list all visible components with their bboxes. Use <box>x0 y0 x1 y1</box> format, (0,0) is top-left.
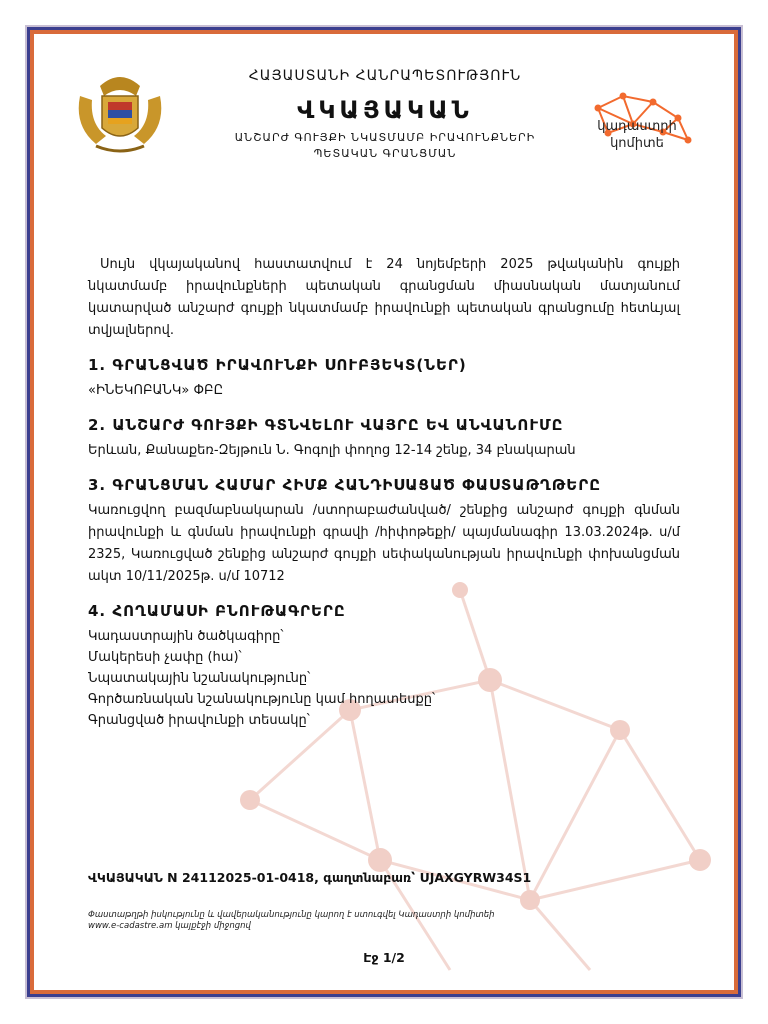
section-4-heading: 4. ՀՈՂԱՄԱՍԻ ԲՆՈՒԹԱԳՐԵՐԸ <box>88 602 346 620</box>
section-3-text: Կառուցվող բազմաբնակարան /ստորաբաժանված/ շենքից անշարժ գույքի գնման իրավունքի և գնման իրավունքի գրավի /հիփոթեքի/ պայմանագիր 13.03.2024թ. ս/մ 2325, Կառուցված շենքից անշարժ գույքի սեփականության իրավունքի փոխանցման ակտ 10/11/2025թ. ս/մ 10712 <box>88 503 680 584</box>
verification-note-line-1: Փաստաթղթի իսկությունը և վավերականությունը կարող է ստուգվել Կադաստրի կոմիտեի <box>88 910 495 920</box>
subtitle-line-2: ՊԵՏԱԿԱՆ ԳՐԱՆՑՄԱՆ <box>313 147 457 160</box>
verification-note-line-2: www.e-cadastre.am կայքէջի միջոցով <box>88 921 251 931</box>
document-body <box>88 254 680 731</box>
logo-text-line-2: կոմիտե <box>610 136 664 151</box>
land-purpose-label: Նպատակային նշանակությունը՝ <box>88 671 311 686</box>
section-1-heading: 1. ԳՐԱՆՑՎԱԾ ԻՐԱՎՈՒՆՔԻ ՍՈՒԲՅԵԿՏ(ՆԵՐ) <box>88 356 467 374</box>
document-subtitle <box>200 130 570 162</box>
page-number: Էջ 1/2 <box>363 950 405 965</box>
logo-text <box>572 118 702 152</box>
land-area-label: Մակերեսի չափը (հա)՝ <box>88 650 242 665</box>
certificate-number: ՎԿԱՅԱԿԱՆ N 24112025-01-0418, գաղտնաբառ՝ UJAXGYRW34S1 <box>88 870 532 885</box>
land-functional-use-label: Գործառնական նշանակությունը կամ հողատեսքը՝ <box>88 692 436 707</box>
section-2-heading: 2. ԱՆՇԱՐԺ ԳՈՒՅՔԻ ԳՏՆՎԵԼՈՒ ՎԱՅՐԸ ԵՎ ԱՆՎԱՆՈՒՄԸ <box>88 416 564 434</box>
section-1-text: «ԻՆԵԿՈԲԱՆԿ» ՓԲԸ <box>88 383 224 398</box>
document-title: ՎԿԱՅԱԿԱՆ <box>297 96 473 124</box>
section-2-text: Երևան, Քանաքեռ-Զեյթուն Ն. Գոգոլի փողոց 12-14 շենք, 34 բնակարան <box>88 443 576 458</box>
section-3-heading: 3. ԳՐԱՆՑՄԱՆ ՀԱՄԱՐ ՀԻՄՔ ՀԱՆԴԻՍԱՑԱԾ ՓԱՍՏԱԹՂԹԵՐԸ <box>88 476 602 494</box>
intro-paragraph: Սույն վկայականով հաստատվում է 24 նոյեմբերի 2025 թվականին գույքի նկատմամբ իրավունքների պետական գրանցման միասնական մատյանում կատարված անշարժ գույքի նկատմամբ իրավունքի պետական գրանցումը հետևյալ տվյալներով. <box>88 257 680 338</box>
coat-of-arms-emblem <box>70 66 170 158</box>
subtitle-line-1: ԱՆՇԱՐԺ ԳՈՒՅՔԻ ՆԿԱՏՄԱՄԲ ԻՐԱՎՈՒՆՔՆԵՐԻ <box>234 131 536 144</box>
document-header <box>200 64 570 162</box>
country-name: ՀԱՅԱՍՏԱՆԻ ՀԱՆՐԱՊԵՏՈՒԹՅՈՒՆ <box>248 68 522 84</box>
registered-right-type-label: Գրանցված իրավունքի տեսակը՝ <box>88 713 310 728</box>
logo-text-line-1: կադաստրի <box>597 119 677 134</box>
verification-note <box>88 910 648 932</box>
land-cadastral-code-label: Կադաստրային ծածկագիրը՝ <box>88 629 284 644</box>
